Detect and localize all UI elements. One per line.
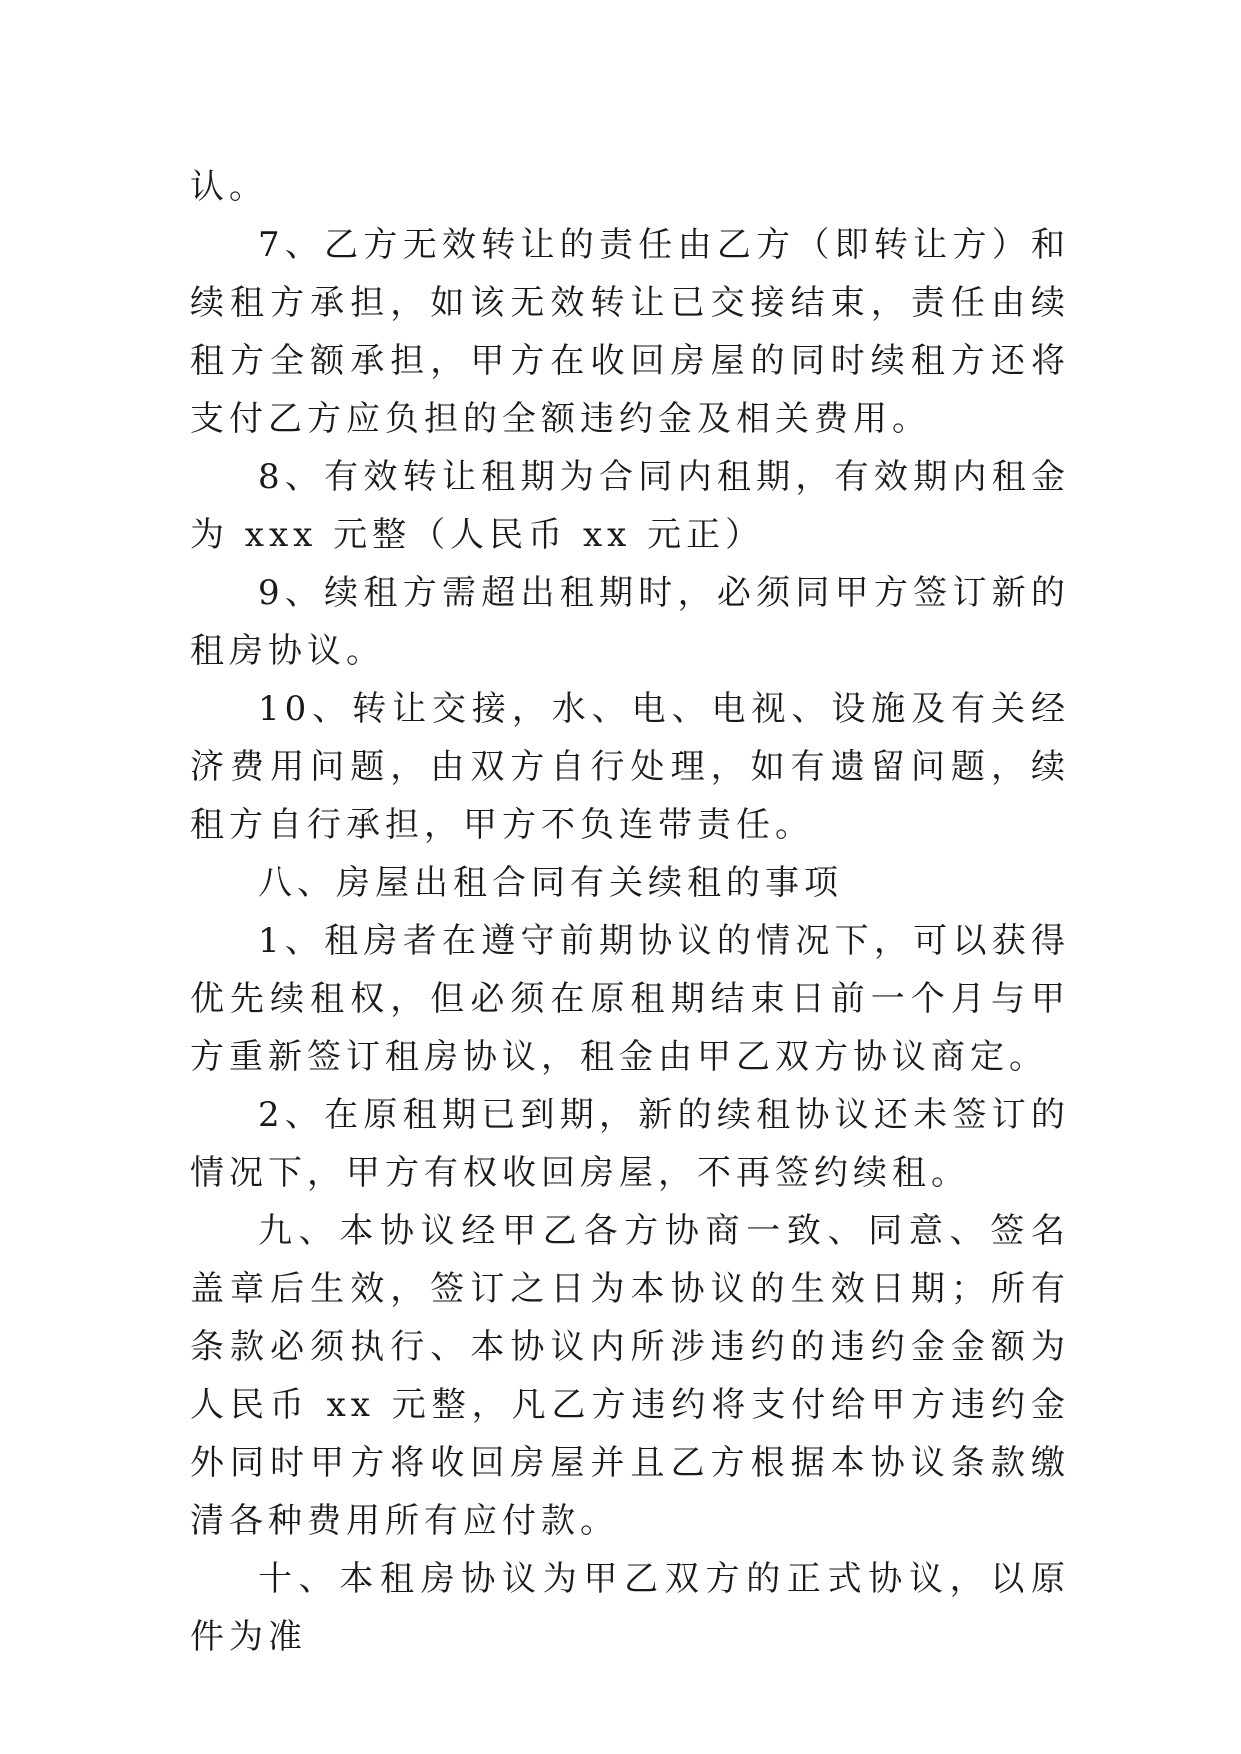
paragraph: 认。 [190, 167, 268, 207]
paragraph: 9、续租方需超出租期时，必须同甲方签订新的租房协议。 [190, 573, 1070, 671]
paragraph: 10、转让交接，水、电、电视、设施及有关经济费用问题，由双方自行处理，如有遗留问题，续租方自行承担，甲方不负连带责任。 [190, 689, 1070, 845]
paragraph: 1、租房者在遵守前期协议的情况下，可以获得优先续租权，但必须在原租期结束日前一个月与甲方重新签订租房协议，租金由甲乙双方协议商定。 [190, 921, 1070, 1077]
paragraph: 九、本协议经甲乙各方协商一致、同意、签名盖章后生效，签订之日为本协议的生效日期；所有条款必须执行、本协议内所涉违约的违约金金额为人民币 xx 元整，凡乙方违约将支付给甲方违约金外同时甲方将收回房屋并且乙方根据本协议条款缴清各种费用所有应付款。 [190, 1211, 1070, 1541]
document-body [190, 158, 1070, 1666]
paragraph: 7、乙方无效转让的责任由乙方（即转让方）和续租方承担，如该无效转让已交接结束，责任由续租方全额承担，甲方在收回房屋的同时续租方还将支付乙方应负担的全额违约金及相关费用。 [190, 225, 1070, 439]
paragraph: 十、本租房协议为甲乙双方的正式协议，以原件为准 [190, 1559, 1070, 1657]
paragraph: 2、在原租期已到期，新的续租协议还未签订的情况下，甲方有权收回房屋，不再签约续租。 [190, 1095, 1070, 1193]
paragraph: 8、有效转让租期为合同内租期，有效期内租金为 xxx 元整（人民币 xx 元正） [190, 457, 1070, 555]
section-heading: 八、房屋出租合同有关续租的事项 [258, 863, 843, 903]
